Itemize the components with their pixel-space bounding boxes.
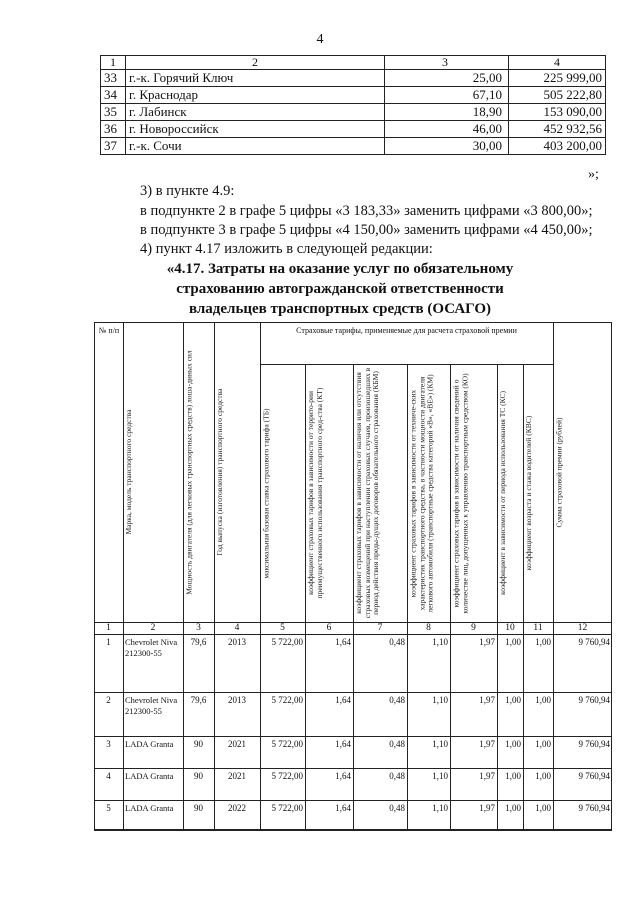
cell-sum: 9 760,94: [578, 739, 610, 749]
column-number: 7: [377, 623, 383, 633]
row-divider: [94, 800, 612, 801]
cell-year: 2021: [228, 739, 246, 749]
cell-km: 1,10: [432, 771, 448, 781]
value-col4: 153 090,00: [509, 104, 606, 121]
cell-tb: 5 722,00: [271, 771, 303, 781]
cell-ko: 1,97: [479, 637, 495, 647]
paragraph: 3) в пункте 4.9:: [140, 183, 235, 199]
header-power: Мощность двигателя (для легковых транспортных средств) лоша-диных сил: [184, 349, 193, 595]
cell-ks: 1,00: [505, 803, 521, 813]
cell-n: 3: [106, 739, 111, 749]
cell-n: 5: [106, 803, 111, 813]
city-name: г.-к. Сочи: [126, 138, 385, 155]
table-grid: [94, 322, 612, 830]
value-col4: 403 200,00: [509, 138, 606, 155]
column-divider: [123, 322, 124, 830]
row-divider: [94, 692, 612, 693]
cell-power: 90: [194, 803, 203, 813]
cell-km: 1,10: [432, 637, 448, 647]
municipality-table: [100, 55, 606, 155]
page-number: 4: [316, 32, 324, 47]
column-number: 2: [150, 623, 156, 633]
cell-ks: 1,00: [505, 637, 521, 647]
cell-kvs: 1,00: [535, 739, 551, 749]
column-number: 10: [505, 623, 515, 633]
cell-brand: Chevrolet Niva 212300-55: [125, 695, 178, 716]
cell-ks: 1,00: [505, 739, 521, 749]
city-name: г. Краснодар: [126, 87, 385, 104]
header-kvs: коэффициент возраста и стажа водителей (КВС): [524, 415, 533, 571]
value-col3: 25,00: [385, 70, 509, 87]
header-cell: 3: [385, 56, 509, 70]
cell-brand: LADA Granta: [125, 803, 174, 813]
value-col3: 46,00: [385, 121, 509, 138]
cell-power: 79,6: [190, 695, 207, 705]
cell-n: 2: [106, 695, 111, 705]
city-name: г.-к. Горячий Ключ: [126, 70, 385, 87]
header-year: Год выпуска (изготовления) транспортного средства: [215, 388, 224, 556]
header-kbm: коэффициент страховых тарифов в зависимости от наличия или отсутствия страховых возмещений при наступлении страховых случаев, произошедших в период действия преды-дущих договоров обязательного страхования (КБМ): [354, 367, 380, 619]
city-name: г. Лабинск: [126, 104, 385, 121]
row-divider: [94, 736, 612, 737]
cell-ks: 1,00: [505, 771, 521, 781]
cell-kbm: 0,48: [389, 803, 405, 813]
cell-tb: 5 722,00: [271, 803, 303, 813]
cell-brand: Chevrolet Niva 212300-55: [125, 637, 178, 658]
cell-sum: 9 760,94: [578, 771, 610, 781]
column-number: 9: [471, 623, 476, 633]
group-header-divider: [260, 364, 553, 365]
table-row: [101, 138, 606, 155]
cell-kt: 1,64: [335, 637, 351, 647]
city-name: г. Новороссийск: [126, 121, 385, 138]
cell-year: 2022: [228, 803, 246, 813]
cell-km: 1,10: [432, 695, 448, 705]
cell-power: 90: [194, 739, 203, 749]
cell-n: 4: [106, 771, 111, 781]
header-cell: 2: [126, 56, 385, 70]
header-group: Страховые тарифы, применяемые для расчета страховой премии: [296, 326, 517, 335]
cell-year: 2021: [228, 771, 246, 781]
header-brand: Марка, модель транспортного средства: [124, 409, 133, 535]
cell-power: 79,6: [190, 637, 207, 647]
cell-kvs: 1,00: [535, 695, 551, 705]
table-border-left: [94, 322, 95, 830]
header-ko: коэффициент страховых тарифов в зависимости от наличия сведений о количестве лиц, допущенных к управлению транспортным средством (КО): [451, 372, 469, 614]
column-number: 12: [577, 623, 588, 633]
column-number: 6: [326, 623, 332, 633]
cell-km: 1,10: [432, 803, 448, 813]
value-col3: 67,10: [385, 87, 509, 104]
section-title-line: владельцев транспортных средств (ОСАГО): [188, 301, 492, 317]
column-divider: [553, 322, 554, 830]
table-row: [101, 104, 606, 121]
cell-ko: 1,97: [479, 695, 495, 705]
table-row: [101, 87, 606, 104]
cell-sum: 9 760,94: [578, 695, 610, 705]
paragraph: в подпункте 2 в графе 5 цифры «3 183,33» заменить цифрами «3 800,00»;: [140, 203, 593, 219]
cell-kt: 1,64: [335, 803, 351, 813]
row-divider: [94, 830, 612, 831]
number-row-divider: [94, 634, 612, 635]
cell-kt: 1,64: [335, 771, 351, 781]
paragraph: 4) пункт 4.17 изложить в следующей редакции:: [140, 241, 433, 257]
header-kt: коэффициент страховых тарифов в зависимости от террито-рии преимущественного использования транспортного сред-ства (КТ): [306, 387, 324, 599]
column-number: 3: [196, 623, 201, 633]
section-title-line: страхованию автогражданской ответственности: [176, 281, 504, 297]
osago-table: [94, 322, 612, 830]
header-ks: коэффициент в зависимости от периода использования ТС (КС): [498, 391, 507, 595]
column-number: 1: [106, 623, 111, 633]
cell-ko: 1,97: [479, 803, 495, 813]
cell-ks: 1,00: [505, 695, 521, 705]
paragraph: в подпункте 3 в графе 5 цифры «4 150,00» заменить цифрами «4 450,00»;: [140, 222, 593, 238]
header-cell: 4: [509, 56, 606, 70]
column-number: 4: [234, 623, 240, 633]
row-number: 33: [101, 70, 126, 87]
cell-kt: 1,64: [335, 739, 351, 749]
header-km: коэффициент страховых тарифов в зависимости от техниче-ских характеристик транспортного средства, в частности мощности двигателя легкового автомобиля (транспортные средства категорий «В», «ВЕ») (КМ): [408, 373, 434, 613]
cell-brand: LADA Granta: [125, 739, 174, 749]
header-sum: Сумма страховой премии (рублей): [554, 417, 563, 527]
row-number: 35: [101, 104, 126, 121]
cell-kvs: 1,00: [535, 771, 551, 781]
cell-tb: 5 722,00: [271, 695, 303, 705]
cell-kbm: 0,48: [389, 739, 405, 749]
cell-tb: 5 722,00: [271, 739, 303, 749]
cell-ko: 1,97: [479, 771, 495, 781]
table-row: [101, 70, 606, 87]
header-cell: 1: [101, 56, 126, 70]
table-header-row: [101, 56, 606, 70]
header-tb: максимальная базовая ставка страхового тарифа (ТБ): [261, 407, 270, 579]
column-number: 5: [280, 623, 285, 633]
cell-brand: LADA Granta: [125, 771, 174, 781]
cell-km: 1,10: [432, 739, 448, 749]
row-divider: [94, 768, 612, 769]
column-number: 11: [533, 623, 543, 633]
header-num: № п/п: [98, 326, 120, 335]
cell-year: 2013: [228, 695, 246, 705]
cell-kbm: 0,48: [389, 637, 405, 647]
cell-ko: 1,97: [479, 739, 495, 749]
value-col4: 452 932,56: [509, 121, 606, 138]
table-border-right: [611, 322, 612, 830]
cell-kvs: 1,00: [535, 637, 551, 647]
cell-year: 2013: [228, 637, 246, 647]
cell-power: 90: [194, 771, 203, 781]
row-number: 34: [101, 87, 126, 104]
cell-kt: 1,64: [335, 695, 351, 705]
row-number: 36: [101, 121, 126, 138]
value-col3: 18,90: [385, 104, 509, 121]
cell-tb: 5 722,00: [271, 637, 303, 647]
section-title-line: «4.17. Затраты на оказание услуг по обязательному: [166, 261, 514, 277]
cell-kvs: 1,00: [535, 803, 551, 813]
cell-sum: 9 760,94: [578, 803, 610, 813]
cell-kbm: 0,48: [389, 695, 405, 705]
value-col4: 505 222,80: [509, 87, 606, 104]
value-col4: 225 999,00: [509, 70, 606, 87]
table-border-top: [94, 322, 612, 323]
value-col3: 30,00: [385, 138, 509, 155]
row-number: 37: [101, 138, 126, 155]
cell-sum: 9 760,94: [578, 637, 610, 647]
cell-kbm: 0,48: [389, 771, 405, 781]
table-row: [101, 121, 606, 138]
closing-quote: »;: [588, 167, 599, 182]
cell-n: 1: [106, 637, 111, 647]
column-number: 8: [426, 623, 431, 633]
